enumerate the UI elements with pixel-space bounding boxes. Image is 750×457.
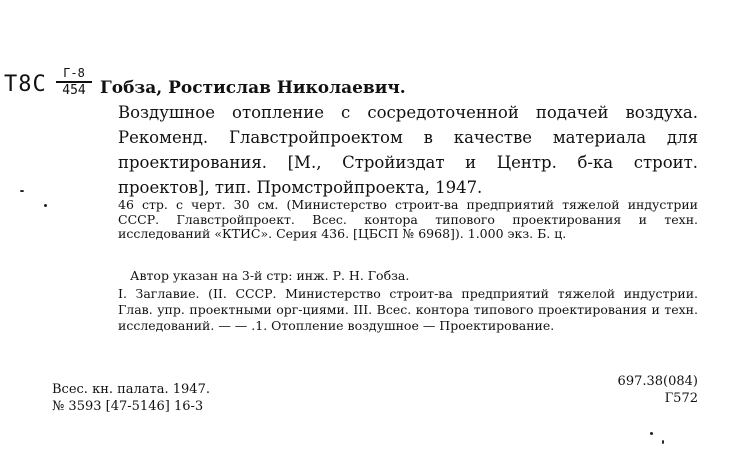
ink-speck <box>44 204 47 207</box>
classification-line-2: Г572 <box>664 391 698 406</box>
ink-speck <box>20 190 24 192</box>
classification-number <box>618 373 698 407</box>
handwritten-shelfmark <box>56 66 92 98</box>
handwritten-code: Т8С <box>4 72 47 97</box>
shelfmark-bottom: 454 <box>62 83 86 98</box>
subject-tracings: I. Заглавие. (II. СССР. Министерство строит-ва предприятий тяжелой индустрии. Глав. упр. проектными орг-циями. III. Всес. контора типового проектирования и техн. исследований. — — .1. Отопление воздушное — Проектирование. <box>118 286 698 333</box>
author-heading: Гобза, Ростислав Николаевич. <box>100 78 406 98</box>
publisher-line-1: Всес. кн. палата. 1947. <box>52 382 210 397</box>
title-statement: Воздушное отопление с сосредоточенной подачей воздуха. Рекоменд. Главстройпроектом в качестве материала для проектирования. [М., Стройиздат и Центр. б-ка строит. проектов], тип. Промстройпроекта, 1947. <box>118 103 698 197</box>
shelfmark-top: Г-8 <box>63 66 85 80</box>
publisher-info <box>52 381 210 415</box>
author-note: Автор указан на 3-й стр: инж. Р. Н. Гобза. <box>130 268 410 283</box>
ink-speck <box>662 440 664 444</box>
classification-line-1: 697.38(084) <box>617 374 698 389</box>
physical-description: 46 стр. с черт. 30 см. (Министерство строит-ва предприятий тяжелой индустрии СССР. Главстройпроект. Всес. контора типового проектирования и техн. исследований «КТИС». Серия 436. [ЦБСП № 6968]). 1.000 экз. Б. ц. <box>118 197 698 241</box>
ink-speck <box>650 432 653 435</box>
publisher-line-2: № 3593 [47-5146] 16-3 <box>52 399 204 414</box>
